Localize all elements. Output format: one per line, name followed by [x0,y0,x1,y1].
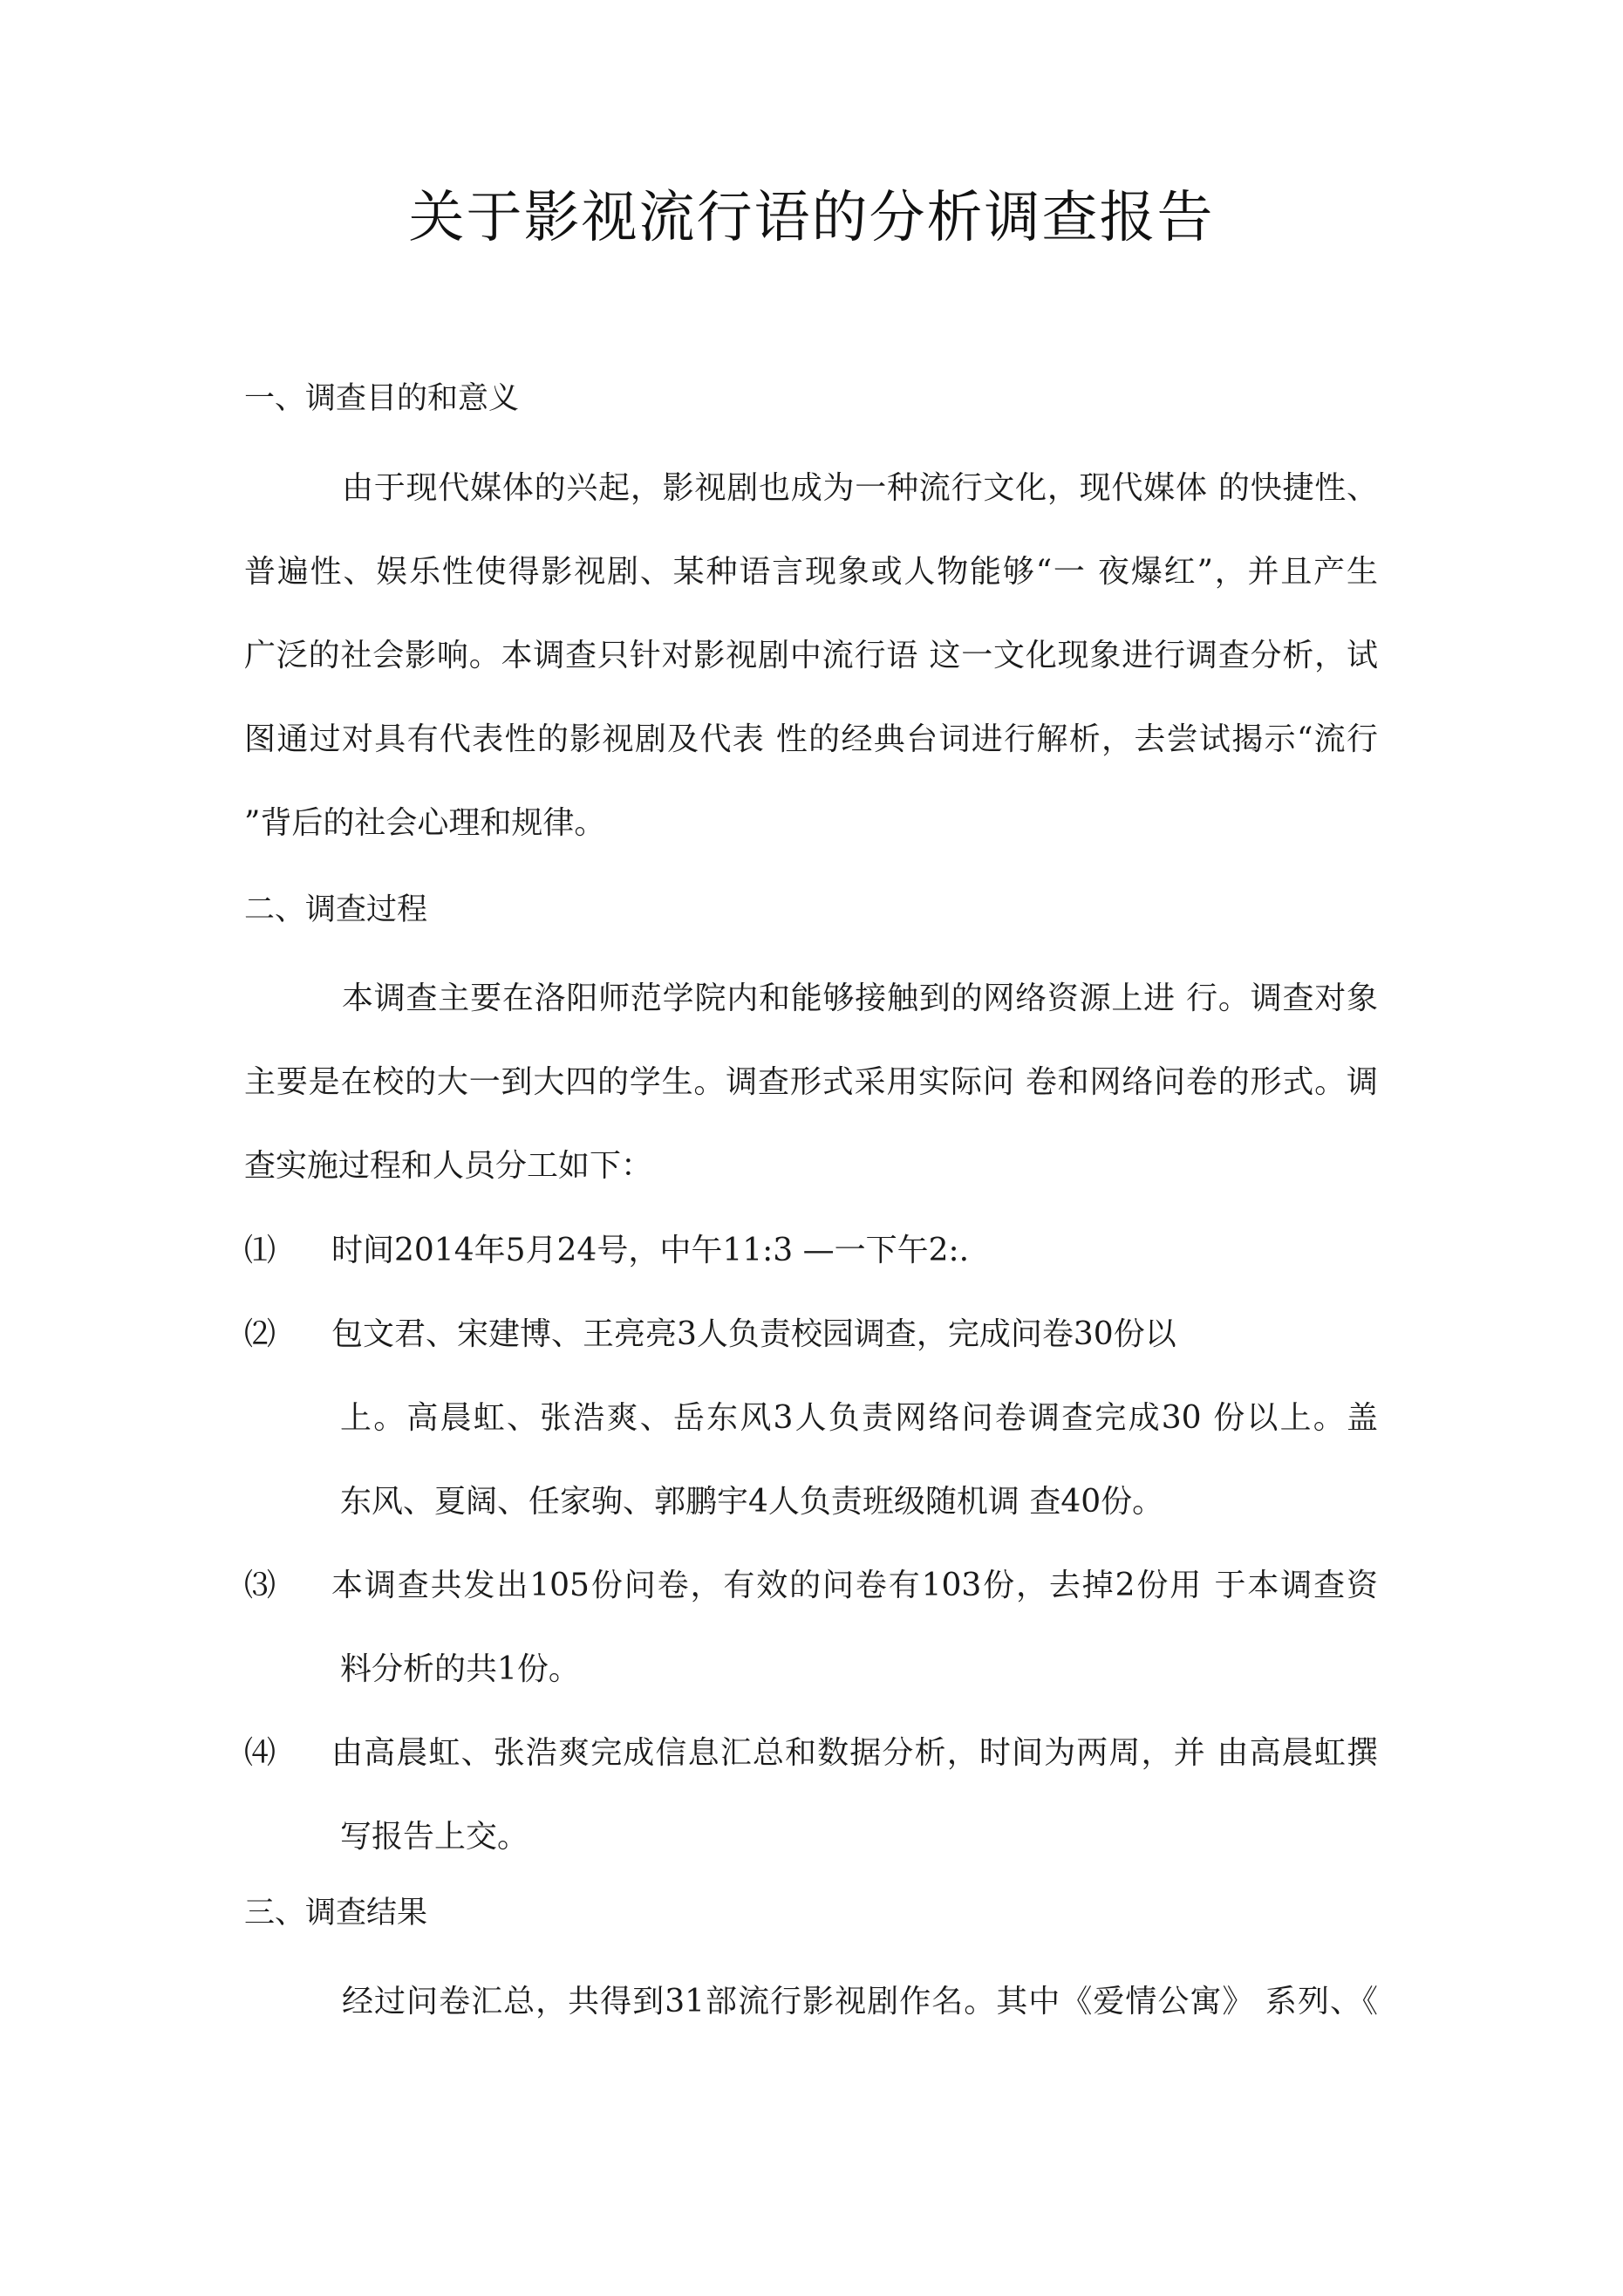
text-line: 料分析的共1份。 [340,1651,580,1687]
text-line: 时间2014年5月24号，中午11:3 —一下午2:. [331,1233,970,1268]
text-line: 普遍性、娱乐性使得影视剧、某种语言现象或人物能够“一 夜爆红”，并且产生 [244,554,1378,590]
text-line: 由于现代媒体的兴起，影视剧也成为一种流行文化，现代媒体 的快捷性、 [342,470,1378,506]
document-title: 关于影视流行语的分析调查报告 [408,186,1215,250]
text-line: 广泛的社会影响。本调查只针对影视剧中流行语 这一文化现象进行调查分析，试 [244,638,1378,673]
item-number: ⑴ [244,1233,276,1268]
item-number: ⑶ [244,1568,276,1603]
text-line: 包文君、宋建博、王亮亮3人负责校园调查，完成问卷30份以 [331,1316,1176,1352]
text-line: 上。高晨虹、张浩爽、岳东风3人负责网络问卷调查完成30 份以上。盖 [340,1400,1378,1436]
text-line: 写报告上交。 [340,1819,529,1855]
text-line: 经过问卷汇总，共得到31部流行影视剧作名。其中《爱情公寓》 系列、《 [342,1984,1378,2019]
paragraph-purpose [244,447,1378,865]
text-line: 本调查共发出105份问卷，有效的问卷有103份，去掉2份用 于本调查资 [331,1568,1378,1603]
item-number: ⑷ [244,1735,276,1771]
paragraph-results [244,1960,1378,2044]
text-line: 图通过对具有代表性的影视剧及代表 性的经典台词进行解析，去尝试揭示“流行 [244,721,1378,757]
section-heading-process: 二、调查过程 [244,892,428,927]
paragraph-process [244,957,1378,1208]
section-heading-purpose: 一、调查目的和意义 [244,381,520,416]
text-line: 东风、夏阔、任家驹、郭鹏宇4人负责班级随机调 查40份。 [340,1484,1164,1520]
item-number: ⑵ [244,1316,276,1352]
text-line: 由高晨虹、张浩爽完成信息汇总和数据分析，时间为两周，并 由高晨虹撰 [331,1735,1378,1771]
text-line: 查实施过程和人员分工如下： [244,1148,653,1184]
text-line: 主要是在校的大一到大四的学生。调查形式采用实际问 卷和网络问卷的形式。调 [244,1064,1378,1100]
section-heading-results: 三、调查结果 [244,1896,428,1930]
text-line: ”背后的社会心理和规律。 [244,805,606,841]
text-line: 本调查主要在洛阳师范学院内和能够接触到的网络资源上进 行。调查对象 [342,981,1378,1016]
